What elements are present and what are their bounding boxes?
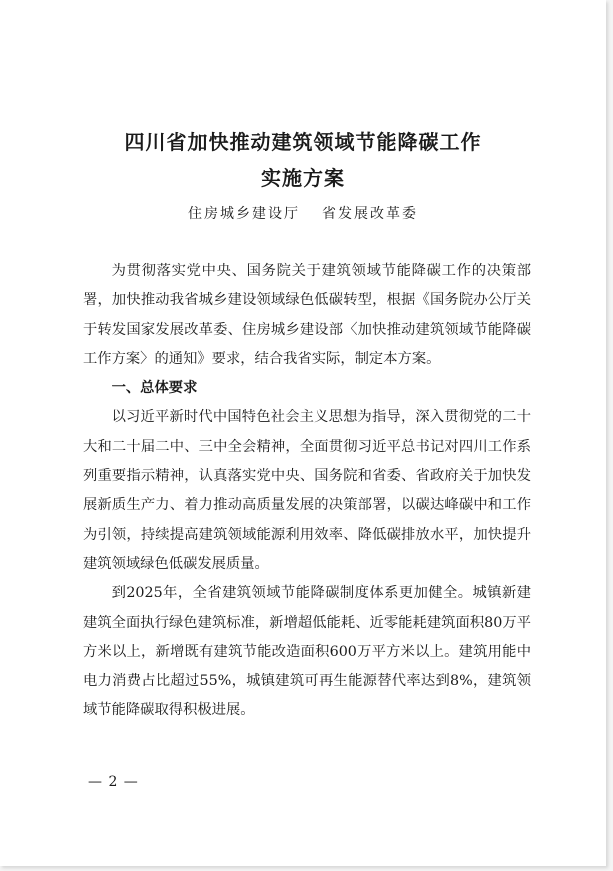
issuer-housing-dept: 住房城乡建设厅 bbox=[188, 206, 300, 222]
issuer-ndrc: 省发展改革委 bbox=[322, 206, 418, 222]
guiding-principle-paragraph: 以习近平新时代中国特色社会主义思想为指导，深入贯彻党的二十大和二十届二中、三中全会精神，全面贯彻习近平总书记对四川工作系列重要指示精神，认真落实党中央、国务院和省委、省政府关于加快发展新质生产力、着力推动高质量发展的决策部署，以碳达峰碳中和工作为引领，持续提高建筑领域能源利用效率、降低碳排放水平，加快提升建筑领域绿色低碳发展质量。 bbox=[83, 409, 531, 572]
issuing-agencies bbox=[0, 203, 606, 223]
page-number: — 2 — bbox=[88, 774, 139, 790]
document-body bbox=[83, 257, 531, 726]
document-title-line1: 四川省加快推动建筑领域节能降碳工作 bbox=[124, 130, 482, 154]
document-title-line2: 实施方案 bbox=[261, 166, 345, 190]
intro-paragraph: 为贯彻落实党中央、国务院关于建筑领域节能降碳工作的决策部署，加快推动我省城乡建设领域绿色低碳转型，根据《国务院办公厅关于转发国家发展改革委、住房城乡建设部〈加快推动建筑领域节能降碳工作方案〉的通知》要求，结合我省实际，制定本方案。 bbox=[83, 263, 531, 367]
targets-paragraph: 到2025年，全省建筑领域节能降碳制度体系更加健全。城镇新建建筑全面执行绿色建筑标准，新增超低能耗、近零能耗建筑面积80万平方米以上，新增既有建筑节能改造面积600万平方米以上。建筑用能中电力消费占比超过55%，城镇建筑可再生能源替代率达到8%，建筑领域节能降碳取得积极进展。 bbox=[83, 585, 531, 719]
section-heading-general-requirements: 一、总体要求 bbox=[111, 380, 198, 397]
